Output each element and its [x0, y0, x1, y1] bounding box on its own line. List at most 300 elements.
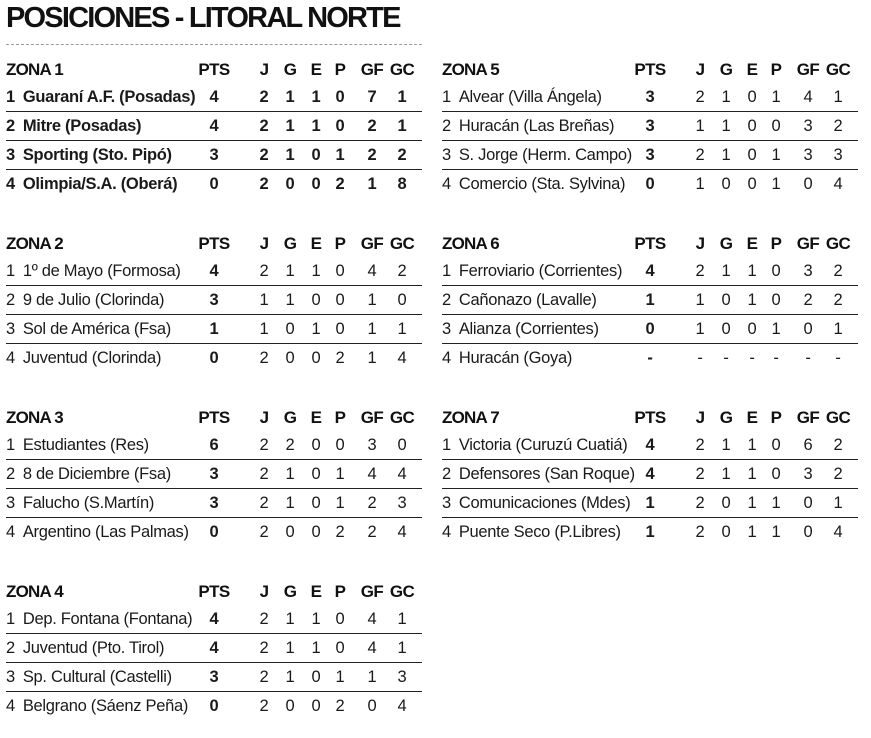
- team-cell: [6, 605, 192, 633]
- stat-j: 2: [259, 175, 269, 193]
- stat-j: 1: [695, 117, 705, 135]
- position-number: 4: [6, 697, 15, 715]
- stat-g: 0: [721, 175, 731, 193]
- stat-j: 2: [695, 523, 705, 541]
- team-cell: [6, 141, 172, 169]
- position-number: 2: [6, 465, 15, 483]
- team-cell: [6, 634, 164, 662]
- column-header-p: P: [770, 60, 782, 79]
- column-header-p: P: [334, 582, 346, 601]
- column-header-pts: PTS: [198, 582, 230, 601]
- stat-j: 2: [259, 146, 269, 164]
- stat-gc: 1: [833, 494, 843, 512]
- zone-table-3: [6, 403, 422, 547]
- position-number: 3: [6, 494, 15, 512]
- stat-pts: 1: [645, 291, 655, 309]
- stat-j: 1: [259, 320, 269, 338]
- stat-gf: 6: [803, 436, 813, 454]
- zone-table-2: [6, 229, 422, 373]
- stat-j: -: [697, 349, 703, 367]
- stat-p: 1: [771, 88, 781, 106]
- team-name: Estudiantes (Res): [22, 436, 149, 454]
- stat-g: 0: [285, 523, 295, 541]
- team-name: Huracán (Las Breñas): [458, 117, 615, 135]
- stat-j: 2: [259, 668, 269, 686]
- team-name: Argentino (Las Palmas): [22, 523, 189, 541]
- column-header-j: J: [259, 582, 269, 601]
- stat-gf: 1: [367, 349, 377, 367]
- table-row: [442, 344, 858, 373]
- team-name: Olimpia/S.A. (Oberá): [22, 175, 178, 193]
- column-header-pts: PTS: [198, 60, 230, 79]
- stat-j: 2: [695, 146, 705, 164]
- table-row: [6, 518, 422, 547]
- stat-j: 2: [259, 610, 269, 628]
- team-name: Sporting (Sto. Pipó): [22, 146, 172, 164]
- stat-p: 0: [335, 320, 345, 338]
- stat-p: 1: [335, 668, 345, 686]
- stat-g: 1: [285, 668, 295, 686]
- team-name: Juventud (Clorinda): [22, 349, 162, 367]
- stat-gc: 1: [397, 639, 407, 657]
- stat-gf: 2: [367, 146, 377, 164]
- stat-gf: 1: [367, 668, 377, 686]
- position-number: 4: [442, 349, 451, 367]
- stat-pts: 1: [209, 320, 219, 338]
- table-row: [442, 489, 858, 518]
- stat-g: 1: [285, 117, 295, 135]
- table-row: [6, 460, 422, 489]
- stat-gf: 2: [367, 494, 377, 512]
- stat-gf: 3: [803, 465, 813, 483]
- stat-p: 0: [335, 291, 345, 309]
- column-header-p: P: [334, 60, 346, 79]
- stat-p: 0: [335, 117, 345, 135]
- stat-g: -: [723, 349, 729, 367]
- team-name: Alvear (Villa Ángela): [458, 88, 602, 106]
- team-name: Mitre (Posadas): [22, 117, 142, 135]
- stat-pts: 4: [209, 117, 219, 135]
- team-cell: [442, 141, 632, 169]
- stat-g: 0: [285, 697, 295, 715]
- stat-p: 1: [771, 494, 781, 512]
- title-divider: [6, 44, 422, 45]
- stat-p: 0: [771, 117, 781, 135]
- column-header-pts: PTS: [634, 408, 666, 427]
- stat-e: 1: [311, 88, 321, 106]
- stat-g: 1: [721, 436, 731, 454]
- stat-g: 0: [721, 291, 731, 309]
- zone-header: [6, 577, 422, 605]
- stat-e: 0: [311, 523, 321, 541]
- stat-pts: 1: [645, 494, 655, 512]
- stat-p: 1: [771, 146, 781, 164]
- stat-j: 1: [695, 320, 705, 338]
- column-header-gf: GF: [796, 234, 820, 253]
- table-row: [6, 141, 422, 170]
- stat-j: 2: [259, 465, 269, 483]
- stat-gf: 2: [367, 523, 377, 541]
- stat-gf: 0: [803, 494, 813, 512]
- stat-pts: 3: [645, 146, 655, 164]
- zone-table-1: [6, 55, 422, 199]
- stat-e: 1: [747, 494, 757, 512]
- column-header-p: P: [770, 408, 782, 427]
- stat-g: 1: [285, 494, 295, 512]
- team-name: Falucho (S.Martín): [22, 494, 155, 512]
- stat-gc: 4: [833, 175, 843, 193]
- team-name: Puente Seco (P.Libres): [458, 523, 621, 541]
- stat-j: 2: [259, 88, 269, 106]
- stat-p: 1: [335, 146, 345, 164]
- team-cell: [442, 460, 635, 488]
- stat-j: 2: [259, 494, 269, 512]
- table-row: [6, 315, 422, 344]
- table-row: [6, 286, 422, 315]
- stat-p: 1: [771, 175, 781, 193]
- team-cell: [6, 489, 154, 517]
- stat-p: 0: [335, 88, 345, 106]
- column-header-j: J: [695, 60, 705, 79]
- stat-gc: 1: [397, 320, 407, 338]
- position-number: 4: [6, 523, 15, 541]
- position-number: 3: [442, 320, 451, 338]
- stat-gf: 1: [367, 320, 377, 338]
- table-row: [442, 315, 858, 344]
- stat-p: 1: [335, 494, 345, 512]
- stat-gf: 4: [367, 639, 377, 657]
- column-header-j: J: [259, 408, 269, 427]
- stat-gc: 4: [397, 523, 407, 541]
- stat-p: 0: [771, 291, 781, 309]
- team-cell: [442, 344, 572, 372]
- stat-pts: 3: [209, 494, 219, 512]
- column-header-gc: GC: [389, 234, 415, 253]
- stat-g: 0: [721, 494, 731, 512]
- team-name: Cañonazo (Lavalle): [458, 291, 597, 309]
- team-cell: [6, 663, 172, 691]
- stat-g: 1: [285, 291, 295, 309]
- zone-header: [442, 229, 858, 257]
- stat-gc: 0: [397, 436, 407, 454]
- zone-header: [6, 229, 422, 257]
- column-header-e: E: [310, 234, 322, 253]
- stat-gf: 2: [367, 117, 377, 135]
- table-row: [6, 605, 422, 634]
- stat-j: 1: [695, 291, 705, 309]
- page-title: POSICIONES - LITORAL NORTE: [6, 2, 400, 34]
- stat-e: 1: [311, 610, 321, 628]
- team-name: Huracán (Goya): [458, 349, 573, 367]
- team-cell: [442, 83, 602, 111]
- team-name: 1º de Mayo (Formosa): [22, 262, 181, 280]
- stat-e: 0: [311, 494, 321, 512]
- stat-e: 1: [747, 523, 757, 541]
- column-header-gf: GF: [360, 408, 384, 427]
- stat-gf: 0: [803, 523, 813, 541]
- stat-gf: 3: [803, 117, 813, 135]
- zone-header: [6, 55, 422, 83]
- stat-pts: 3: [645, 88, 655, 106]
- zone-table-5: [442, 55, 858, 199]
- table-row: [6, 663, 422, 692]
- zone-header: [442, 403, 858, 431]
- stat-g: 0: [285, 349, 295, 367]
- stat-p: 0: [335, 262, 345, 280]
- team-cell: [6, 112, 141, 140]
- column-header-e: E: [746, 408, 758, 427]
- stat-j: 2: [259, 639, 269, 657]
- team-cell: [6, 431, 149, 459]
- stat-j: 2: [695, 262, 705, 280]
- position-number: 1: [6, 610, 15, 628]
- column-header-gc: GC: [389, 60, 415, 79]
- stat-gc: 4: [397, 349, 407, 367]
- stat-e: 1: [747, 262, 757, 280]
- column-header-e: E: [310, 408, 322, 427]
- stat-e: 0: [311, 349, 321, 367]
- team-cell: [442, 489, 630, 517]
- table-row: [442, 83, 858, 112]
- stat-e: 0: [311, 291, 321, 309]
- column-header-gf: GF: [796, 60, 820, 79]
- position-number: 2: [6, 291, 15, 309]
- column-header-gf: GF: [360, 234, 384, 253]
- column-header-gc: GC: [825, 60, 851, 79]
- column-header-j: J: [259, 60, 269, 79]
- stat-g: 1: [721, 146, 731, 164]
- stat-gc: 4: [397, 465, 407, 483]
- position-number: 2: [6, 639, 15, 657]
- zone-title: ZONA 7: [442, 408, 499, 427]
- stat-e: 0: [311, 146, 321, 164]
- column-header-gc: GC: [825, 234, 851, 253]
- stat-e: 1: [747, 465, 757, 483]
- stat-gf: 2: [803, 291, 813, 309]
- stat-j: 2: [259, 117, 269, 135]
- zone-header: [6, 403, 422, 431]
- team-name: Victoria (Curuzú Cuatiá): [458, 436, 628, 454]
- stat-e: 0: [311, 175, 321, 193]
- stat-pts: 4: [209, 88, 219, 106]
- team-cell: [6, 518, 189, 546]
- position-number: 3: [442, 146, 451, 164]
- stat-pts: 4: [209, 262, 219, 280]
- team-cell: [6, 257, 181, 285]
- stat-pts: 4: [209, 639, 219, 657]
- position-number: 1: [6, 88, 15, 106]
- stat-gf: 3: [367, 436, 377, 454]
- table-row: [442, 286, 858, 315]
- table-row: [6, 692, 422, 721]
- table-row: [442, 460, 858, 489]
- table-row: [6, 489, 422, 518]
- stat-gc: -: [835, 349, 841, 367]
- stat-e: 1: [311, 262, 321, 280]
- table-row: [442, 112, 858, 141]
- stat-gc: 1: [397, 610, 407, 628]
- column-header-p: P: [334, 408, 346, 427]
- team-name: 8 de Diciembre (Fsa): [22, 465, 171, 483]
- stat-gf: 4: [367, 262, 377, 280]
- stat-pts: 1: [645, 523, 655, 541]
- column-header-j: J: [259, 234, 269, 253]
- stat-j: 2: [695, 88, 705, 106]
- team-name: S. Jorge (Herm. Campo): [458, 146, 632, 164]
- column-header-gc: GC: [389, 408, 415, 427]
- team-name: Comercio (Sta. Sylvina): [458, 175, 626, 193]
- stat-j: 1: [259, 291, 269, 309]
- column-header-p: P: [334, 234, 346, 253]
- position-number: 1: [442, 436, 451, 454]
- position-number: 4: [442, 175, 451, 193]
- column-header-g: G: [283, 60, 297, 79]
- table-row: [6, 431, 422, 460]
- team-name: Ferroviario (Corrientes): [458, 262, 623, 280]
- team-cell: [442, 431, 627, 459]
- stat-pts: 3: [209, 668, 219, 686]
- zone-table-7: [442, 403, 858, 547]
- stat-j: 1: [695, 175, 705, 193]
- column-header-g: G: [719, 60, 733, 79]
- stat-j: 2: [695, 465, 705, 483]
- column-header-gc: GC: [389, 582, 415, 601]
- team-name: 9 de Julio (Clorinda): [22, 291, 165, 309]
- column-header-g: G: [283, 234, 297, 253]
- stat-p: 0: [335, 610, 345, 628]
- stat-j: 2: [259, 262, 269, 280]
- stat-g: 1: [285, 639, 295, 657]
- stat-gf: 0: [367, 697, 377, 715]
- stat-e: 0: [747, 88, 757, 106]
- team-cell: [442, 257, 622, 285]
- stat-gc: 3: [397, 668, 407, 686]
- team-name: Dep. Fontana (Fontana): [22, 610, 193, 628]
- zone-title: ZONA 3: [6, 408, 63, 427]
- table-row: [442, 257, 858, 286]
- stat-pts: 3: [209, 465, 219, 483]
- stat-gc: 2: [833, 262, 843, 280]
- stat-p: 2: [335, 697, 345, 715]
- zone-header: [442, 55, 858, 83]
- team-cell: [442, 170, 625, 198]
- stat-p: 1: [771, 320, 781, 338]
- column-header-gf: GF: [360, 60, 384, 79]
- stat-pts: -: [647, 349, 653, 367]
- stat-p: 1: [771, 523, 781, 541]
- column-header-pts: PTS: [634, 60, 666, 79]
- stat-gc: 2: [397, 262, 407, 280]
- stat-gc: 2: [833, 436, 843, 454]
- stat-pts: 4: [645, 465, 655, 483]
- column-header-pts: PTS: [634, 234, 666, 253]
- stat-gc: 8: [397, 175, 407, 193]
- stat-e: 0: [311, 436, 321, 454]
- team-name: Juventud (Pto. Tirol): [22, 639, 165, 657]
- stat-g: 1: [721, 465, 731, 483]
- team-name: Belgrano (Sáenz Peña): [22, 697, 189, 715]
- stat-p: 2: [335, 349, 345, 367]
- table-row: [6, 257, 422, 286]
- table-row: [442, 170, 858, 199]
- team-cell: [442, 315, 599, 343]
- column-header-j: J: [695, 408, 705, 427]
- team-cell: [6, 170, 177, 198]
- stat-p: 0: [335, 436, 345, 454]
- position-number: 1: [442, 262, 451, 280]
- zone-title: ZONA 6: [442, 234, 499, 253]
- stat-e: 0: [311, 465, 321, 483]
- stat-g: 0: [721, 523, 731, 541]
- stat-pts: 0: [209, 349, 219, 367]
- team-name: Defensores (San Roque): [458, 465, 635, 483]
- stat-e: 1: [311, 320, 321, 338]
- column-header-e: E: [746, 60, 758, 79]
- position-number: 2: [442, 291, 451, 309]
- stat-pts: 4: [645, 262, 655, 280]
- column-header-gf: GF: [360, 582, 384, 601]
- stat-e: 0: [747, 146, 757, 164]
- stat-gf: 4: [803, 88, 813, 106]
- position-number: 4: [6, 175, 15, 193]
- stat-p: 0: [335, 639, 345, 657]
- column-header-g: G: [719, 408, 733, 427]
- team-cell: [6, 315, 171, 343]
- stat-pts: 0: [209, 175, 219, 193]
- stat-e: 1: [747, 436, 757, 454]
- stat-g: 1: [721, 117, 731, 135]
- stat-e: 1: [311, 639, 321, 657]
- stat-g: 2: [285, 436, 295, 454]
- stat-pts: 6: [209, 436, 219, 454]
- stat-gf: 1: [367, 291, 377, 309]
- stat-gc: 1: [397, 88, 407, 106]
- stat-gc: 1: [397, 117, 407, 135]
- stat-gf: 0: [803, 175, 813, 193]
- stat-e: 0: [747, 117, 757, 135]
- stat-pts: 4: [209, 610, 219, 628]
- stat-g: 0: [285, 320, 295, 338]
- team-name: Alianza (Corrientes): [458, 320, 599, 338]
- stat-gf: 1: [367, 175, 377, 193]
- team-cell: [442, 286, 597, 314]
- position-number: 3: [6, 320, 15, 338]
- team-cell: [6, 460, 171, 488]
- stat-p: -: [773, 349, 779, 367]
- team-name: Comunicaciones (Mdes): [458, 494, 631, 512]
- team-cell: [442, 112, 614, 140]
- table-row: [6, 83, 422, 112]
- table-row: [442, 431, 858, 460]
- stat-j: 2: [259, 349, 269, 367]
- stat-e: 0: [747, 175, 757, 193]
- stat-e: -: [749, 349, 755, 367]
- zone-title: ZONA 4: [6, 582, 63, 601]
- stat-pts: 0: [645, 320, 655, 338]
- position-number: 2: [442, 117, 451, 135]
- table-row: [6, 634, 422, 663]
- stat-pts: 3: [645, 117, 655, 135]
- stat-p: 2: [335, 175, 345, 193]
- stat-e: 0: [747, 320, 757, 338]
- stat-p: 0: [771, 465, 781, 483]
- stat-p: 2: [335, 523, 345, 541]
- column-header-g: G: [283, 582, 297, 601]
- stat-e: 1: [747, 291, 757, 309]
- stat-e: 0: [311, 697, 321, 715]
- stat-p: 0: [771, 262, 781, 280]
- team-cell: [442, 518, 621, 546]
